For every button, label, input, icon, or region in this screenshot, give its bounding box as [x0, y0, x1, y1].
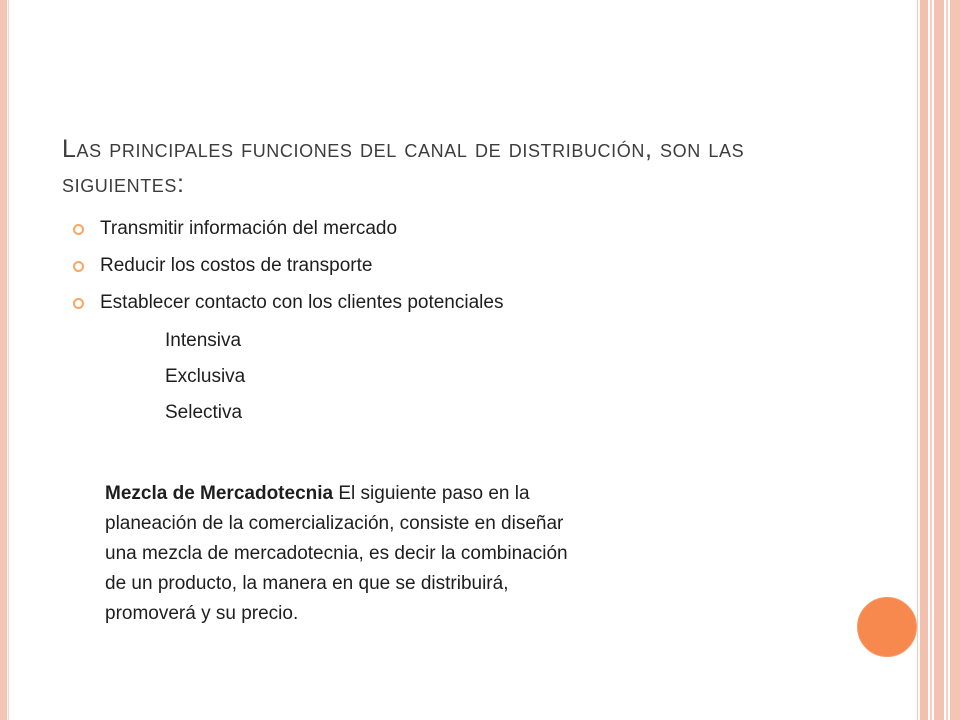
stripe: [950, 0, 960, 720]
stripe: [930, 0, 932, 720]
sub-list-item: Exclusiva: [165, 366, 246, 387]
list-item: [72, 214, 503, 251]
paragraph-body: El siguiente paso en la planeación de la comercialización, consiste en diseñar una mezcla de mercadotecnia, es decir la combinación de un producto, la manera en que se distribuirá, promoverá y su precio.: [105, 483, 568, 624]
distribution-types-list: [165, 325, 245, 433]
bullet-text: Establecer contacto con los clientes potenciales: [100, 292, 504, 313]
paragraph-heading: Mezcla de Mercadotecnia: [105, 483, 334, 504]
stripe: [934, 0, 944, 720]
bullet-icon: [73, 298, 84, 309]
right-decorative-stripes: [917, 0, 960, 720]
stripe: [946, 0, 948, 720]
left-frame-border: [0, 0, 7, 720]
list-item: [72, 251, 503, 288]
bullet-icon: [73, 261, 84, 272]
orange-circle-decoration: [857, 597, 917, 657]
stripe: [920, 0, 928, 720]
left-frame-inner-line: [8, 0, 9, 720]
sub-list-item: Intensiva: [165, 330, 242, 351]
marketing-mix-paragraph: [105, 479, 575, 629]
slide-title: Las principales funciones del canal de distribución, son las siguientes:: [62, 135, 745, 198]
bullet-text: Reducir los costos de transporte: [100, 255, 373, 276]
sub-list-item: Selectiva: [165, 402, 243, 423]
stripe: [917, 0, 918, 720]
bullet-list: [72, 214, 503, 325]
list-item: [72, 288, 503, 325]
bullet-text: Transmitir información del mercado: [100, 218, 398, 239]
bullet-icon: [73, 224, 84, 235]
